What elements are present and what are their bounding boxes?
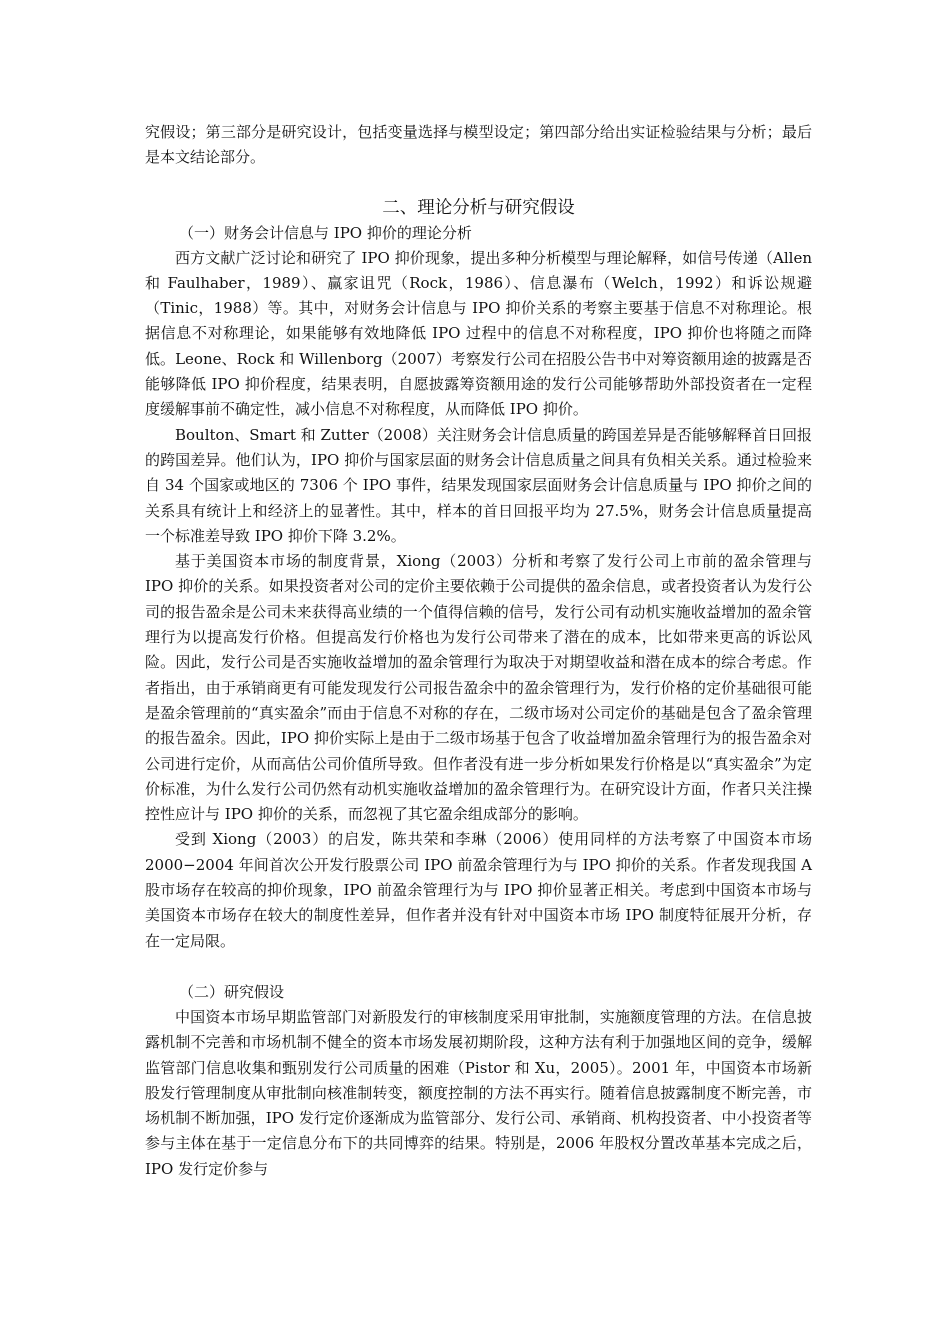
body-paragraph: 基于美国资本市场的制度背景，Xiong（2003）分析和考察了发行公司上市前的盈余管理与 IPO 抑价的关系。如果投资者对公司的定价主要依赖于公司提供的盈余信息，或者投资者认为发行公司的报告盈余是公司未来获得高业绩的一个值得信赖的信号，发行公司有动机实施收益增加的盈余管理行为以提高发行价格。但提高发行价格也为发行公司带来了潜在的成本，比如带来更高的诉讼风险。因此，发行公司是否实施收益增加的盈余管理行为取决于对期望收益和潜在成本的综合考虑。作者指出，由于承销商更有可能发现发行公司报告盈余中的盈余管理行为，发行价格的定价基础很可能是盈余管理前的“真实盈余”而由于信息不对称的存在，二级市场对公司定价的基础是包含了盈余管理的报告盈余。因此，IPO 抑价实际上是由于二级市场基于包含了收益增加盈余管理行为的报告盈余对公司进行定价，从而高估公司价值所导致。但作者没有进一步分析如果发行价格是以“真实盈余”为定价标准，为什么发行公司仍然有动机实施收益增加的盈余管理行为。在研究设计方面，作者只关注操控性应计与 IPO 抑价的关系，而忽视了其它盈余组成部分的影响。	[145, 552, 812, 824]
subsection-title-2: （二）研究假设	[179, 982, 285, 1001]
section-title: 二、理论分析与研究假设	[382, 197, 575, 218]
document-page	[145, 120, 812, 1182]
subsection-title-1: （一）财务会计信息与 IPO 抑价的理论分析	[179, 223, 472, 242]
paragraph-spacer	[145, 954, 812, 980]
body-paragraph: 西方文献广泛讨论和研究了 IPO 抑价现象，提出多种分析模型与理论解释，如信号传递（Allen 和 Faulhaber，1989）、赢家诅咒（Rock，1986）、信息瀑布（Welch，1992）和诉讼规避（Tinic，1988）等。其中，对财务会计信息与 IPO 抑价关系的考察主要基于信息不对称理论。根据信息不对称理论，如果能够有效地降低 IPO 过程中的信息不对称程度，IPO 抑价也将随之而降低。Leone、Rock 和 Willenborg（2007）考察发行公司在招股公告书中对筹资额用途的披露是否能够降低 IPO 抑价程度，结果表明，自愿披露筹资额用途的发行公司能够帮助外部投资者在一定程度缓解事前不确定性，减小信息不对称程度，从而降低 IPO 抑价。	[145, 248, 812, 419]
body-paragraph: 受到 Xiong（2003）的启发，陈共荣和李琳（2006）使用同样的方法考察了中国资本市场 2000−2004 年间首次公开发行股票公司 IPO 前盈余管理行为与 IPO 抑价的关系。作者发现我国 A 股市场存在较高的抑价现象，IPO 前盈余管理行为与 IPO 抑价显著正相关。考虑到中国资本市场与美国资本市场存在较大的制度性差异，但作者并没有针对中国资本市场 IPO 制度特征展开分析，存在一定局限。	[145, 830, 812, 950]
body-paragraph: 中国资本市场早期监管部门对新股发行的审核制度采用审批制，实施额度管理的方法。在信息披露机制不完善和市场机制不健全的资本市场发展初期阶段，这种方法有利于加强地区间的竞争，缓解监管部门信息收集和甄别发行公司质量的困难（Pistor 和 Xu，2005）。2001 年，中国资本市场新股发行管理制度从审批制向核准制转变，额度控制的方法不再实行。随着信息披露制度不断完善，市场机制不断加强，IPO 发行定价逐渐成为监管部分、发行公司、承销商、机构投资者、中小投资者等参与主体在基于一定信息分布下的共同博弈的结果。特别是，2006 年股权分置改革基本完成之后，IPO 发行定价参与	[145, 1007, 812, 1178]
intro-paragraph-tail: 究假设；第三部分是研究设计，包括变量选择与模型设定；第四部分给出实证检验结果与分析；最后是本文结论部分。	[145, 123, 812, 167]
body-paragraph: Boulton、Smart 和 Zutter（2008）关注财务会计信息质量的跨国差异是否能够解释首日回报的跨国差异。他们认为，IPO 抑价与国家层面的财务会计信息质量之间具有负相关关系。通过检验来自 34 个国家或地区的 7306 个 IPO 事件，结果发现国家层面财务会计信息质量与 IPO 抑价之间的关系具有统计上和经济上的显著性。其中，样本的首日回报平均为 27.5%，财务会计信息质量提高一个标准差导致 IPO 抑价下降 3.2%。	[145, 425, 812, 545]
